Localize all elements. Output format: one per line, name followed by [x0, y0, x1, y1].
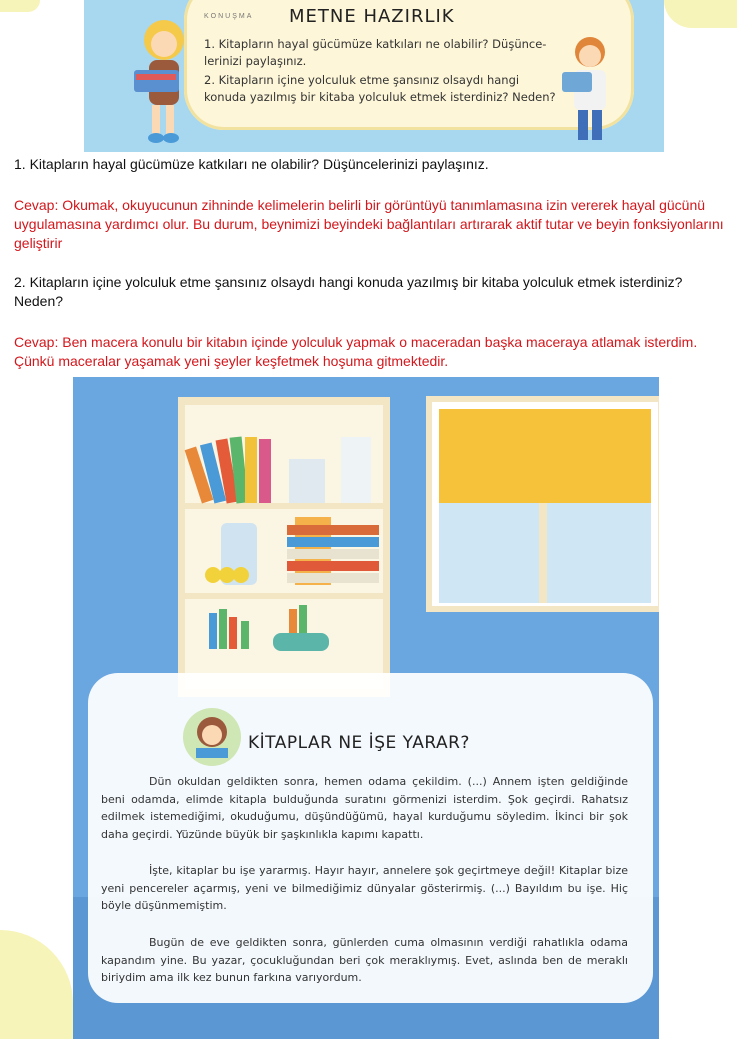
banner-q1-line1: 1. Kitapların hayal gücümüze katkıları ne olabilir? Düşünce-	[204, 37, 547, 51]
banner-q2-line2: konuda yazılmış bir kitaba yolculuk etmek isterdiniz? Neden?	[204, 90, 556, 104]
story-paragraph-1	[101, 773, 628, 843]
girl-reading-illustration	[124, 10, 204, 150]
story-paragraph-1-text: Dün okuldan geldikten sonra, hemen odama çekildim. (...) Annem işten geldiğinde beni odamda, elimde kitapla bulduğunda suratını görmenizi isterdim. Şok geçirdi. Rahatsız edilmek istemediğimi, okuduğumu, düşündüğümü, hayal kurduğumu söyledim. İkinci bir şok daha geçirdi. Yüzünde büyük bir şaşkınlıkla kapımı kapattı.	[101, 775, 628, 841]
question-1: 1. Kitapların hayal gücümüze katkıları ne olabilir? Düşüncelerinizi paylaşınız.	[14, 156, 489, 172]
reading-girl-icon	[180, 708, 244, 766]
corner-decoration	[0, 0, 40, 12]
story-paragraph-2-text: İşte, kitaplar bu işe yararmış. Hayır hayır, annelere şok geçirtmeye değil! Kitaplar bize yeni pencereler açarmış, yeni ve bilmediğimiz dünyalar gösterirmiş. (...) Bayıldım bu işe. Hiç böyle düşünmemiştim.	[101, 864, 628, 912]
banner-tag: KONUŞMA	[204, 13, 254, 20]
banner-title: METNE HAZIRLIK	[289, 6, 455, 27]
banner-q1-line2: lerinizi paylaşınız.	[204, 54, 307, 68]
banner-q2-line1: 2. Kitapların içine yolculuk etme şansınız olsaydı hangi	[204, 73, 520, 87]
story-paragraph-3	[101, 934, 628, 987]
corner-decoration	[0, 930, 73, 1039]
story-paragraph-3-text: Bugün de eve geldikten sonra, günlerden cuma olmasının verdiği rahatlıkla odama kapandım yine. Bu yazar, çocukluğundan beri çok meraklıymış. Evet, aslında ben de meraklı biriydim ama ilk kez bunun farkına varıyordum.	[101, 936, 628, 984]
question-2: 2. Kitapların içine yolculuk etme şansınız olsaydı hangi konuda yazılmış bir kitaba yolculuk etmek isterdiniz? Neden?	[14, 274, 683, 309]
corner-decoration	[664, 0, 737, 28]
story-title: KİTAPLAR NE İŞE YARAR?	[248, 733, 470, 753]
boy-reading-illustration	[554, 32, 624, 147]
story-paragraph-2	[101, 862, 628, 915]
header-banner	[84, 0, 664, 152]
answer-1: Cevap: Okumak, okuyucunun zihninde kelimelerin belirli bir görüntüyü tanımlamasına izin vererek hayal gücünü uygulamasına yardımcı olur. Bu durum, beynimizi beyindeki bağlantıları artırarak aktif tutar ve beyin fonksiyonlarını geliştirir	[14, 197, 724, 251]
answer-2: Cevap: Ben macera konulu bir kitabın içinde yolculuk yapmak o maceradan başka maceraya atlamak isterdim. Çünkü maceralar yaşamak yeni şeyler keşfetmek hoşuma gitmektedir.	[14, 334, 698, 369]
